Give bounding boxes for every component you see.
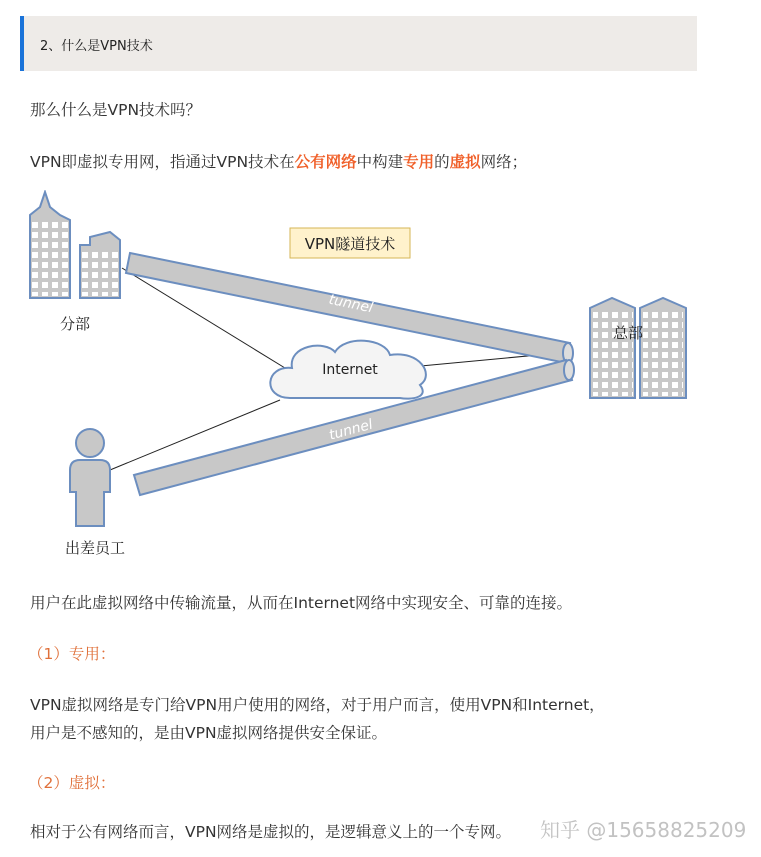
paragraph-virtual: 相对于公有网络而言，VPN网络是虚拟的，是逻辑意义上的一个专网。	[30, 823, 512, 841]
highlight-virtual: 虚拟	[449, 153, 481, 171]
text: 网络；	[480, 153, 528, 171]
highlight-public-network: 公有网络	[294, 153, 357, 171]
branch-buildings-icon	[30, 192, 120, 298]
section-title: 2、什么是VPN技术	[40, 39, 153, 54]
highlight-private: 专用	[403, 153, 435, 171]
paragraph-private-1: VPN虚拟网络是专门给VPN用户使用的网络，对于用户而言，使用VPN和Internet，	[30, 696, 605, 714]
hq-buildings-icon	[590, 298, 686, 398]
traveler-label: 出差员工	[64, 539, 126, 557]
text: 的	[434, 153, 450, 171]
internet-label: Internet	[322, 362, 378, 378]
heading-virtual: （2）虚拟：	[28, 774, 116, 792]
internet-cloud-icon	[270, 341, 426, 399]
branch-label: 分部	[59, 315, 91, 333]
paragraph-private-2: 用户是不感知的，是由VPN虚拟网络提供安全保证。	[30, 724, 388, 742]
heading-private: （1）专用：	[28, 645, 116, 663]
watermark: 知乎 @15658825209	[540, 818, 747, 842]
tunnel-label: tunnel	[327, 291, 375, 317]
tunnel-label: tunnel	[327, 416, 375, 444]
paragraph-definition	[30, 150, 527, 172]
paragraph-traffic: 用户在此虚拟网络中传输流量，从而在Internet网络中实现安全、可靠的连接。	[30, 594, 573, 612]
traveler-person-icon	[70, 429, 110, 526]
paragraph-question: 那么什么是VPN技术吗？	[30, 101, 202, 119]
text: VPN即虚拟专用网，指通过VPN技术在	[30, 153, 295, 171]
diagram-title: VPN隧道技术	[304, 235, 396, 253]
section-header	[20, 16, 697, 71]
vpn-diagram	[0, 190, 761, 570]
hq-label: 总部	[612, 324, 644, 342]
text: 中构建	[356, 153, 404, 171]
